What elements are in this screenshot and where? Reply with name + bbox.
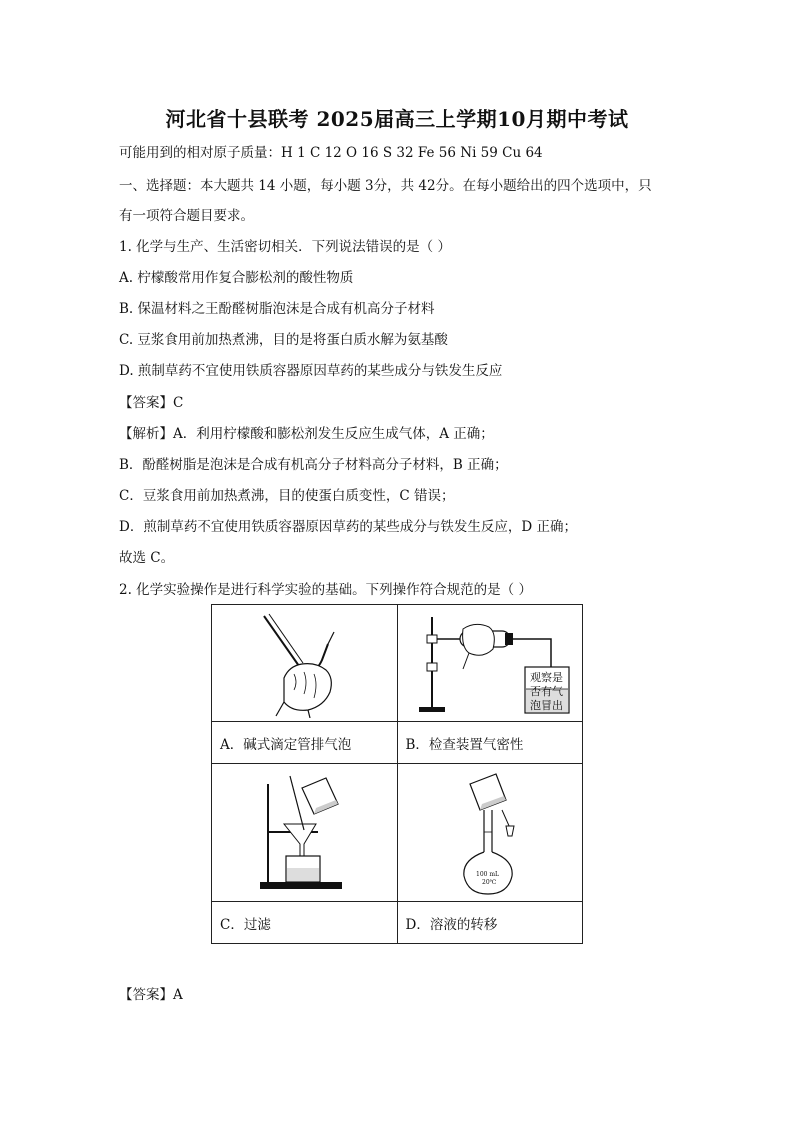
q1-option-b: B. 保温材料之王酚醛树脂泡沫是合成有机高分子材料 [119, 301, 435, 317]
q2-figure-c [212, 764, 398, 902]
q2-stem: 2. 化学实验操作是进行科学实验的基础。下列操作符合规范的是（ ） [119, 582, 532, 598]
q1-analysis-d: D．煎制草药不宜使用铁质容器原因草药的某些成分与铁发生反应，D 正确； [119, 519, 577, 535]
q2-answer: 【答案】A [119, 987, 183, 1003]
q1-option-c: C. 豆浆食用前加热煮沸，目的是将蛋白质水解为氨基酸 [119, 332, 448, 348]
q2-options-table [211, 604, 583, 944]
page-title: 河北省十县联考 2025届高三上学期10月期中考试 [165, 107, 629, 131]
q2-caption-c: C．过滤 [212, 902, 398, 944]
figure-b-label-line1: 观察是 [529, 671, 563, 684]
q1-answer: 【答案】C [119, 395, 184, 411]
q1-analysis-a: 【解析】A．利用柠檬酸和膨松剂发生反应生成气体，A 正确； [119, 426, 494, 442]
q1-stem: 1. 化学与生产、生活密切相关．下列说法错误的是（ ） [119, 239, 451, 255]
airtightness-apparatus-icon [405, 607, 575, 719]
q1-analysis-c: C．豆浆食用前加热煮沸，目的使蛋白质变性，C 错误； [119, 488, 455, 504]
q2-caption-d: D．溶液的转移 [397, 902, 583, 944]
q1-option-a: A. 柠檬酸常用作复合膨松剂的酸性物质 [119, 270, 354, 286]
q2-figure-d [397, 764, 583, 902]
filtration-apparatus-icon [254, 770, 354, 896]
section-instructions-line2: 有一项符合题目要求。 [119, 208, 254, 224]
q1-analysis-b: B．酚醛树脂是泡沫是合成有机高分子材料高分子材料，B 正确； [119, 457, 508, 473]
q1-option-d: D. 煎制草药不宜使用铁质容器原因草药的某些成分与铁发生反应 [119, 363, 503, 379]
q1-analysis-conclusion: 故选 C。 [119, 550, 175, 566]
q2-figure-a [212, 605, 398, 722]
flask-volume-label: 100 mL [475, 870, 499, 878]
section-instructions-line1: 一、选择题：本大题共 14 小题，每小题 3分，共 42分。在每小题给出的四个选项中，只 [119, 178, 652, 194]
burette-hand-icon [244, 608, 364, 718]
atomic-mass-line: 可能用到的相对原子质量：H 1 C 12 O 16 S 32 Fe 56 Ni 59 Cu 64 [119, 145, 543, 161]
figure-b-label-line2: 否有气 [529, 685, 563, 698]
q2-caption-b: B．检查装置气密性 [397, 722, 583, 764]
figure-b-label-line3: 泡冒出 [529, 699, 563, 712]
q2-figure-b [397, 605, 583, 722]
volumetric-flask-transfer-icon [440, 770, 540, 896]
flask-temperature-label: 20℃ [481, 878, 497, 886]
q2-caption-a: A．碱式滴定管排气泡 [212, 722, 398, 764]
